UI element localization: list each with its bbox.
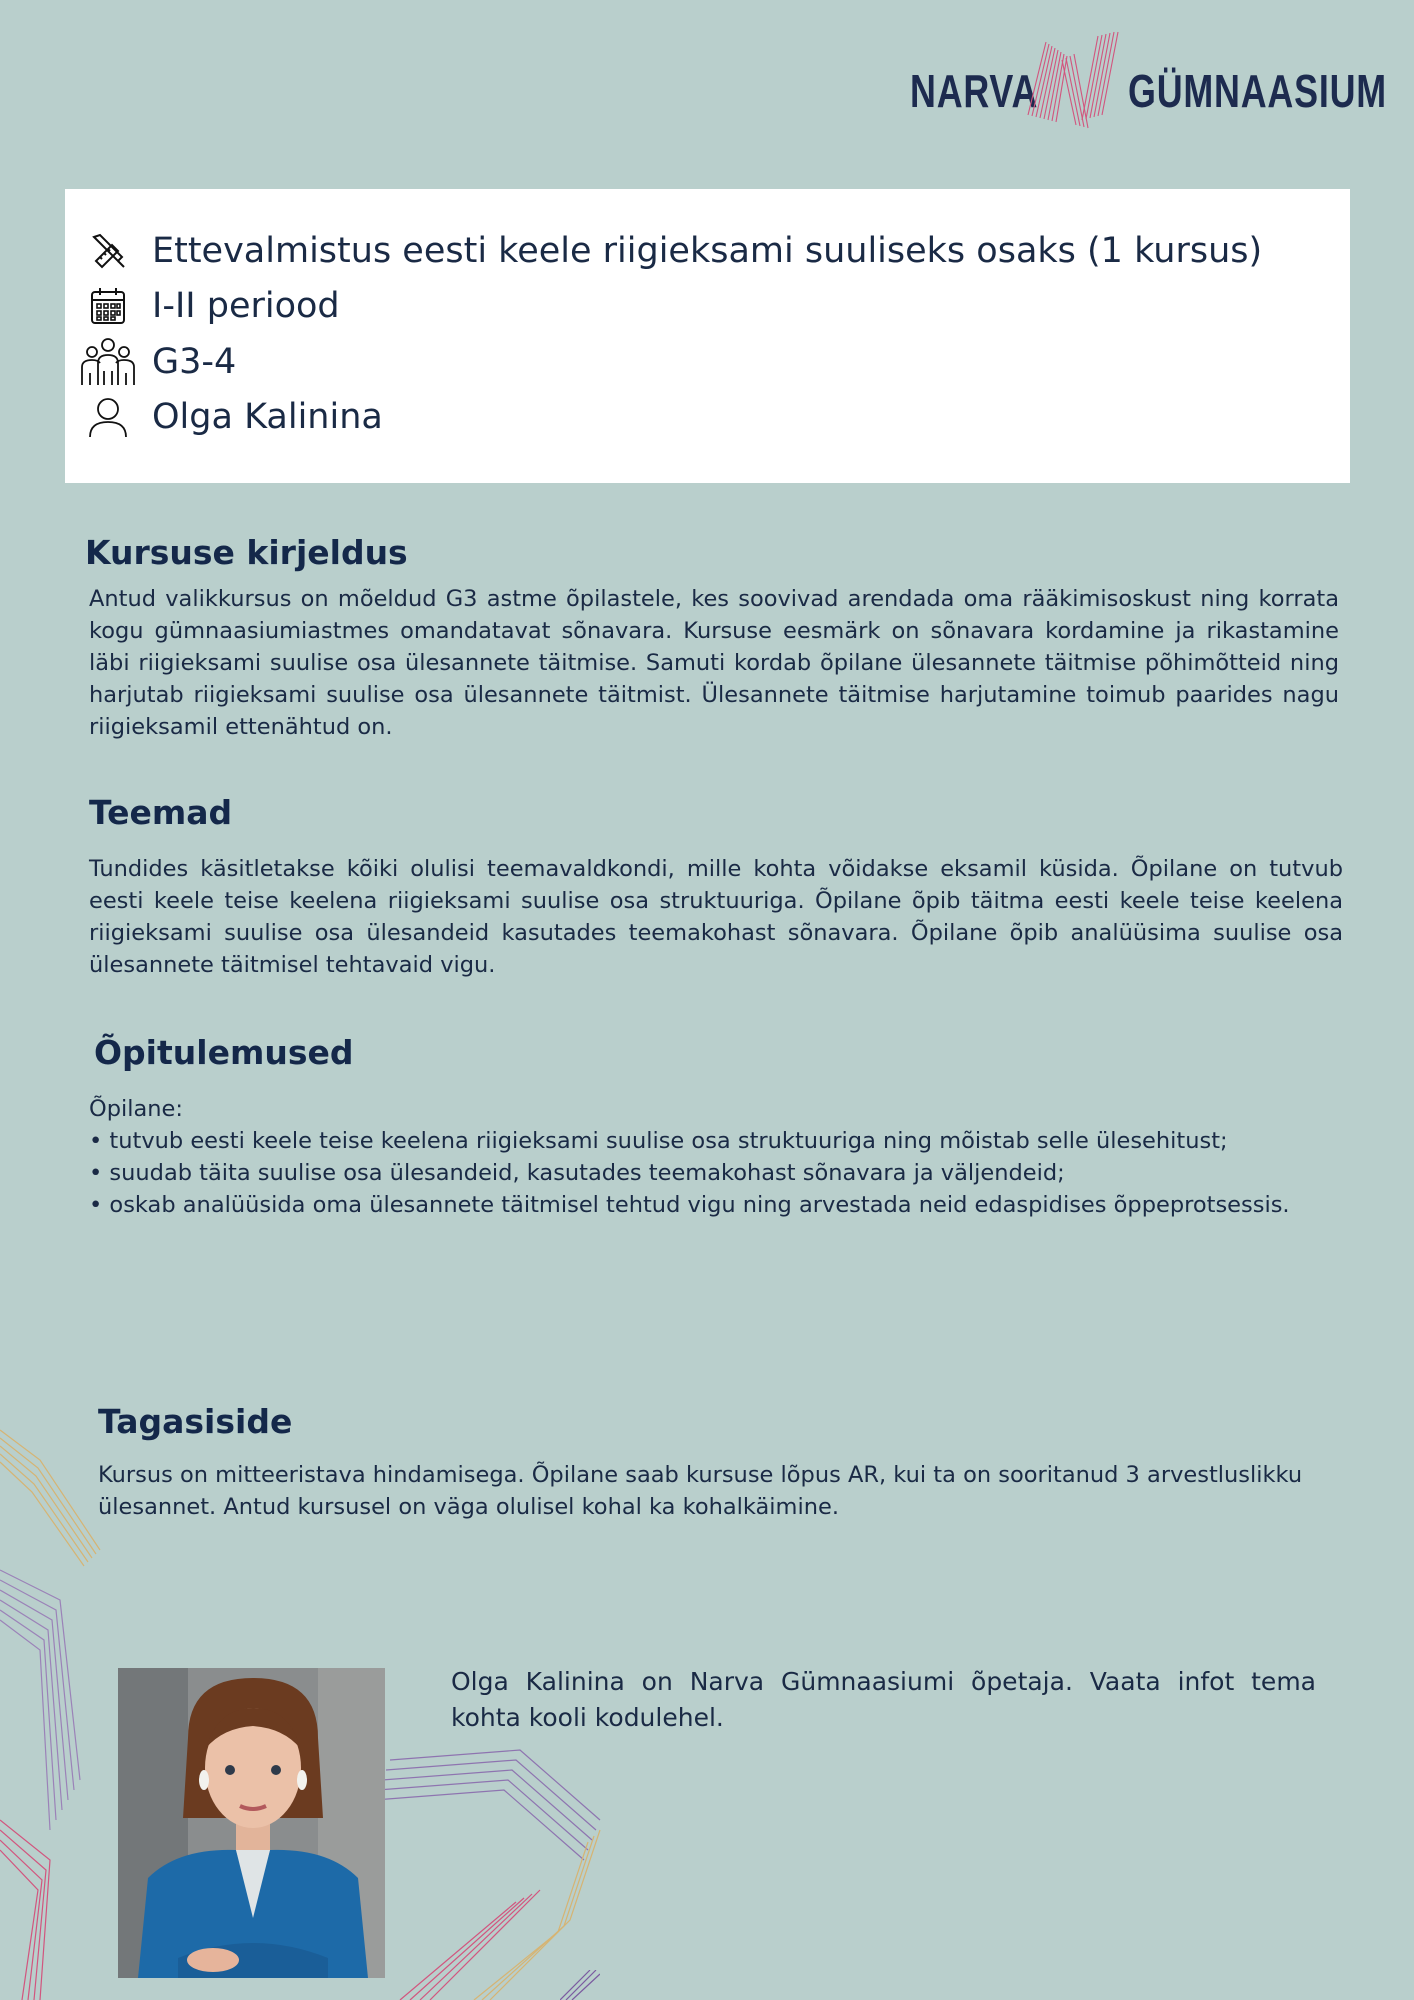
course-group-row <box>79 336 236 388</box>
school-logo <box>908 30 1387 130</box>
decorative-stripes-bottom <box>370 1740 630 2000</box>
course-teacher: Olga Kalinina <box>152 397 383 437</box>
list-item: • tutvub eesti keele teise keelena riigieksami suulise osa struktuuriga ning mõistab selle ülesehitust; <box>89 1128 1228 1154</box>
list-item: • suudab täita suulise osa ülesandeid, kasutades teemakohast sõnavara ja väljendeid; <box>89 1160 1065 1186</box>
logo-word-left: NARVA <box>910 65 1039 117</box>
person-icon <box>79 391 137 443</box>
decorative-stripes-corner <box>560 1970 600 2000</box>
topics-heading: Teemad <box>89 793 233 832</box>
outcomes-list <box>89 1125 1349 1221</box>
course-title-row <box>79 225 1262 277</box>
course-title: Ettevalmistus eesti keele riigieksami suuliseks osaks (1 kursus) <box>152 231 1263 271</box>
calendar-icon <box>79 280 137 332</box>
course-teacher-row <box>79 391 383 443</box>
logo-word-right: GÜMNAASIUM <box>1128 65 1387 117</box>
feedback-heading: Tagasiside <box>98 1402 293 1441</box>
description-text: Antud valikkursus on mõeldud G3 astme õpilastele, kes soovivad arendada oma rääkimisoskust ning korrata kogu gümnaasiumiastmes omandatavat sõnavara. Kursuse eesmärk on sõnavara kordamine ja rikastamine läbi riigieksami suulise osa ülesannete täitmise. Samuti kordab õpilane ülesannete täitmise põhimõtteid ning harjutab riigieksami suulise osa ülesannete täitmist. Ülesannete täitmise harjutamine toimub paarides nagu riigieksamil ettenähtud on. <box>89 586 1339 740</box>
outcomes-block <box>89 1093 1349 1221</box>
course-group: G3-4 <box>152 342 237 382</box>
course-period: I-II periood <box>152 286 340 326</box>
teacher-photo <box>118 1668 385 1978</box>
decorative-stripes-left <box>0 1420 110 2000</box>
course-period-row <box>79 280 340 332</box>
group-icon <box>79 336 137 388</box>
feedback-text: Kursus on mitteeristava hindamisega. Õpilane saab kursuse lõpus AR, kui ta on sooritanud 3 arvestluslikku ülesannet. Antud kursusel on väga olulisel kohal ka kohalkäimine. <box>98 1462 1303 1520</box>
outcomes-intro: Õpilane: <box>89 1096 183 1122</box>
pencil-ruler-icon <box>79 225 137 277</box>
logo-mark-icon <box>1026 30 1126 130</box>
outcomes-heading: Õpitulemused <box>94 1033 354 1072</box>
teacher-bio: Olga Kalinina on Narva Gümnaasiumi õpetaja. Vaata infot tema kohta kooli kodulehel. <box>451 1667 1316 1732</box>
topics-text: Tundides käsitletakse kõiki olulisi teemavaldkondi, mille kohta võidakse eksamil küsida. Õpilane on tutvub eesti keele teise keelena riigieksami suulise osa struktuuriga. Õpilane õpib täitma eesti keele teise keelena riigieksami suulise osa ülesandeid kasutades teemakohast sõnavara. Õpilane õpib analüüsima suulise osa ülesannete täitmisel tehtavaid vigu. <box>89 856 1343 978</box>
course-info-card <box>65 189 1350 483</box>
list-item: • oskab analüüsida oma ülesannete täitmisel tehtud vigu ning arvestada neid edaspidises õppeprotsessis. <box>89 1192 1290 1218</box>
description-heading: Kursuse kirjeldus <box>85 533 408 572</box>
